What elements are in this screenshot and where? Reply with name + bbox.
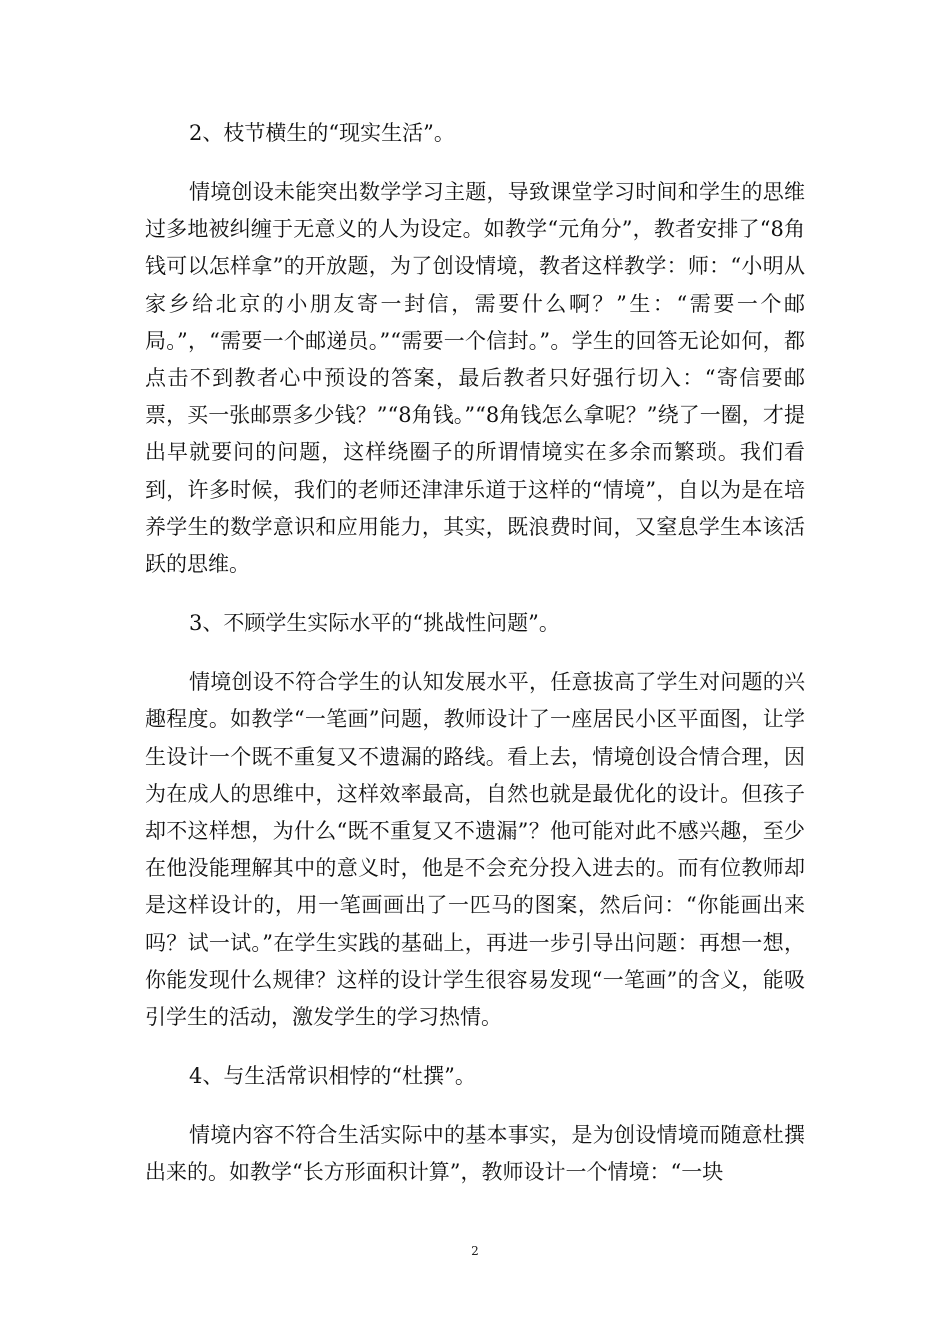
- page-number: 2: [471, 1244, 479, 1258]
- section-heading-2: 2、枝节横生的“现实生活”。: [189, 121, 455, 145]
- section-paragraph-2: 情境创设未能突出数学学习主题，导致课堂学习时间和学生的思维过多地被纠缠于无意义的人为设定。如教学“元角分”，教者安排了“8角钱可以怎样拿”的开放题，为了创设情境，教者这样教学：师：“小明从家乡给北京的小朋友寄一封信，需要什么啊？”生：“需要一个邮局。”，“需要一个邮递员。”“需要一个信封。”。学生的回答无论如何，都点击不到教者心中预设的答案，最后教者只好强行切入：“寄信要邮票，买一张邮票多少钱？”“8角钱。”“8角钱怎么拿呢？”绕了一圈，才提出早就要问的问题，这样绕圈子的所谓情境实在多余而繁琐。我们看到，许多时候，我们的老师还津津乐道于这样的“情境”，自以为是在培养学生的数学意识和应用能力，其实，既浪费时间，又窒息学生本该活跃的思维。: [145, 180, 805, 577]
- section-heading-3: 3、不顾学生实际水平的“挑战性问题”。: [189, 611, 560, 636]
- section-paragraph-4: 情境内容不符合生活实际中的基本事实，是为创设情境而随意杜撰出来的。如教学“长方形面积计算”，教师设计一个情境：“一块: [145, 1123, 805, 1185]
- page-content: [145, 115, 805, 1214]
- section-paragraph-3: 情境创设不符合学生的认知发展水平，任意拔高了学生对问题的兴趣程度。如教学“一笔画”问题，教师设计了一座居民小区平面图，让学生设计一个既不重复又不遗漏的路线。看上去，情境创设合情合理，因为在成人的思维中，这样效率最高，自然也就是最优化的设计。但孩子却不这样想，为什么“既不重复又不遗漏”？他可能对此不感兴趣，至少在他没能理解其中的意义时，他是不会充分投入进去的。而有位教师却是这样设计的，用一笔画画出了一匹马的图案，然后问：“你能画出来吗？试一试。”在学生实践的基础上，再进一步引导出问题：再想一想，你能发现什么规律？这样的设计学生很容易发现“一笔画”的含义，能吸引学生的活动，激发学生的学习热情。: [145, 670, 805, 1030]
- section-heading-4: 4、与生活常识相悖的“杜撰”。: [189, 1064, 476, 1089]
